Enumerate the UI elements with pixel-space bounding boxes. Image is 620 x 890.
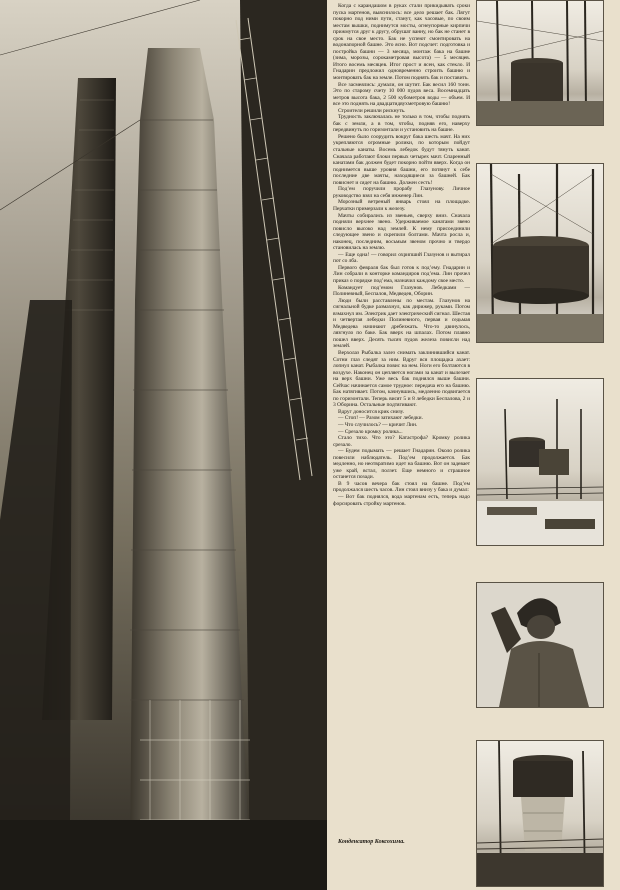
article-paragraph: Мачты собирались из звеньев, сверху вниз. Сначала подняли верхнее звено. Удерживаемое канатами звено повисло высоко над землей. К нему присоединили следующее звено и скрепили болтами. Мачта росла и, наконец, последним, восьмым звеном прочно и твердо становилась на землю. (333, 212, 470, 252)
article-paragraph: Первого февраля бак был готов к под’ему. Гнадарин и Лин собрали в конторке командиров под’ема. Лин прочел приказ о порядке под’ема, назначил каждому свое место. (333, 264, 470, 284)
article-paragraph: Командует под’емом Глазунов. Лебедками — Полиневный, Беспалов, Медведев, Оборин. (333, 284, 470, 298)
article-paragraph: Трудность заключалась не только в том, чтобы поднять бак с земли, а в том, чтобы, подняв его, наверху передвинуть по горизонтали и установить на башне. (333, 114, 470, 134)
article-paragraph: Решено было соорудить вокруг бака шесть мачт. На них укрепляются огромные ролики, по которым пойдут стальные канаты. Восемь лебедок будут тянуть канат. Сначала работают блоки первых четырех мачт. Спаренный канатами бак должен будет покорно пойти вверх. Когда он поднимется выше уровня башни, его потянут к себе последние две мачты, находящиеся за башней. Бак повиснет и сядет на башню. Должен сесть! (333, 133, 470, 186)
article-paragraph: Под’ем поручили прорабу Глазунову. Личное руководство взял на себя инженер Лин. (333, 186, 470, 199)
photo-tank-lifting-drawing (477, 164, 603, 342)
article-paragraph: Стало тихо. Что это? Катастрофа? Кромку ролика срезало. (333, 435, 470, 448)
article-paragraph: Люди были расставлены по местам. Глазунов на сигнальной будке размахнул, как дирижер, руками. Потом взмахнул им. Электрик дает электрический сигнал. Шестая и четвертая лебедки Полиневного, первая и седьмая Медведева начинают дребезжать. Что-то двинулось, лязгнуло по баке. Бак вверх на шпалах. Потом плавно пошел вверх. Десять тысяч пудов железа повисли над землей. (333, 297, 470, 350)
article-paragraph: В 9 часов вечера бак стоял на башне. Под’ем продолжался шесть часов. Лин стоял внизу у бака и думал: (333, 480, 470, 494)
photo-worker-portrait-drawing (477, 583, 603, 707)
article-paragraph: — Вот бак поднялся, вода мартенам есть, теперь надо форсировать стройку мартенов. (333, 494, 470, 507)
article-paragraph: Строители решили рискнуть. (338, 107, 406, 114)
photo-water-tower (476, 740, 604, 887)
photo-tank-masts (476, 0, 604, 126)
photo-tank-on-tower-drawing (477, 379, 603, 545)
article-paragraph: Все засмеялись: думали, он шутит. Бак весил 160 тонн. Это по старому счету 10 000 пудов веса. Восемнадцать метров высота бака, 2 500 кубометров воды — объем. И все это поднять на двадцатидвухметровую башню! (333, 81, 470, 108)
article-paragraph: — Срезало кромку ролика... (338, 428, 403, 435)
article-paragraph: Когда с карандашом в руках стали прикидывать сроки пуска мартенов, выяснилось: все дело решает бак. Лягут покорно под ними пути, станут, как часовые, по своим местам вышки, поднимутся мосты, огнеупорные кирпичи прижмутся друг к другу, обрушат ванну, но бак не станет в срок на свое место. Бак не успеют смонтировать на водонапорной башне. Это ясно. Вот подсчет: подготовка и постройка башни — 3 месяца, монтаж бака на башне (зима, морозы, сорокаметровая высота) — 5 месяцев. Итого восемь месяцев. Итог прост и ясен, как стекло. И Гнадарин предложил одновременно строить башню и монтировать бак на земле. Потом поднять бак и поставить. (333, 3, 470, 82)
article-paragraph: — Что случилось? — кричит Лин. (338, 422, 418, 428)
article-paragraph: — Стоп! — Разом затихают лебедки. (338, 415, 423, 422)
article-paragraph: Морозный ветреный январь стоял на площадке. Перчатки примерзали к железу. (333, 199, 470, 212)
article-paragraph: — Будем подымать — решает Гнадарин. Около ролика повесили наблюдатель. Под’ем продолжается. Бак медленно, но неотвратимо идет на башню. Вот он задевает уже край, встал, ползет. Еще немного и страшное останется позади. (333, 448, 470, 481)
photo-tank-masts-drawing (477, 1, 603, 125)
photo-tank-lifting (476, 163, 604, 343)
photo-caption: Конденсатор Коксохима. (338, 839, 405, 845)
article-text-column (333, 3, 470, 843)
article-paragraph: Верхолаз Рыбалка залез снимать заклинившийся канат. Сотни глаз следят за ним. Вдруг вся площадка ахает: лопнул канат. Рыбалка повис на нем. Ноги его болтаются в воздухе. Наконец он цепляется ногами за канат и вылезает на верх башни. Уже весь бак поднялся выше башни. Сейчас начинается самое трудное: передача его на башню. Бак натягивает. Потом, качнувшись, медленно подвигается по горизонтали. Теперь висят 5 и 8 лебедки Беспалова, 2 и 3 Оборина. Остальные подтягивают. (333, 349, 470, 409)
photo-tank-on-tower (476, 378, 604, 546)
article-paragraph: Вдруг доносится крик снизу. (338, 408, 404, 415)
article-paragraph: — Еще одна! — говорил охрипший Глазунов и вытирал пот со лба. (333, 251, 470, 265)
photo-worker-portrait (476, 582, 604, 708)
photo-water-tower-drawing (477, 741, 603, 886)
